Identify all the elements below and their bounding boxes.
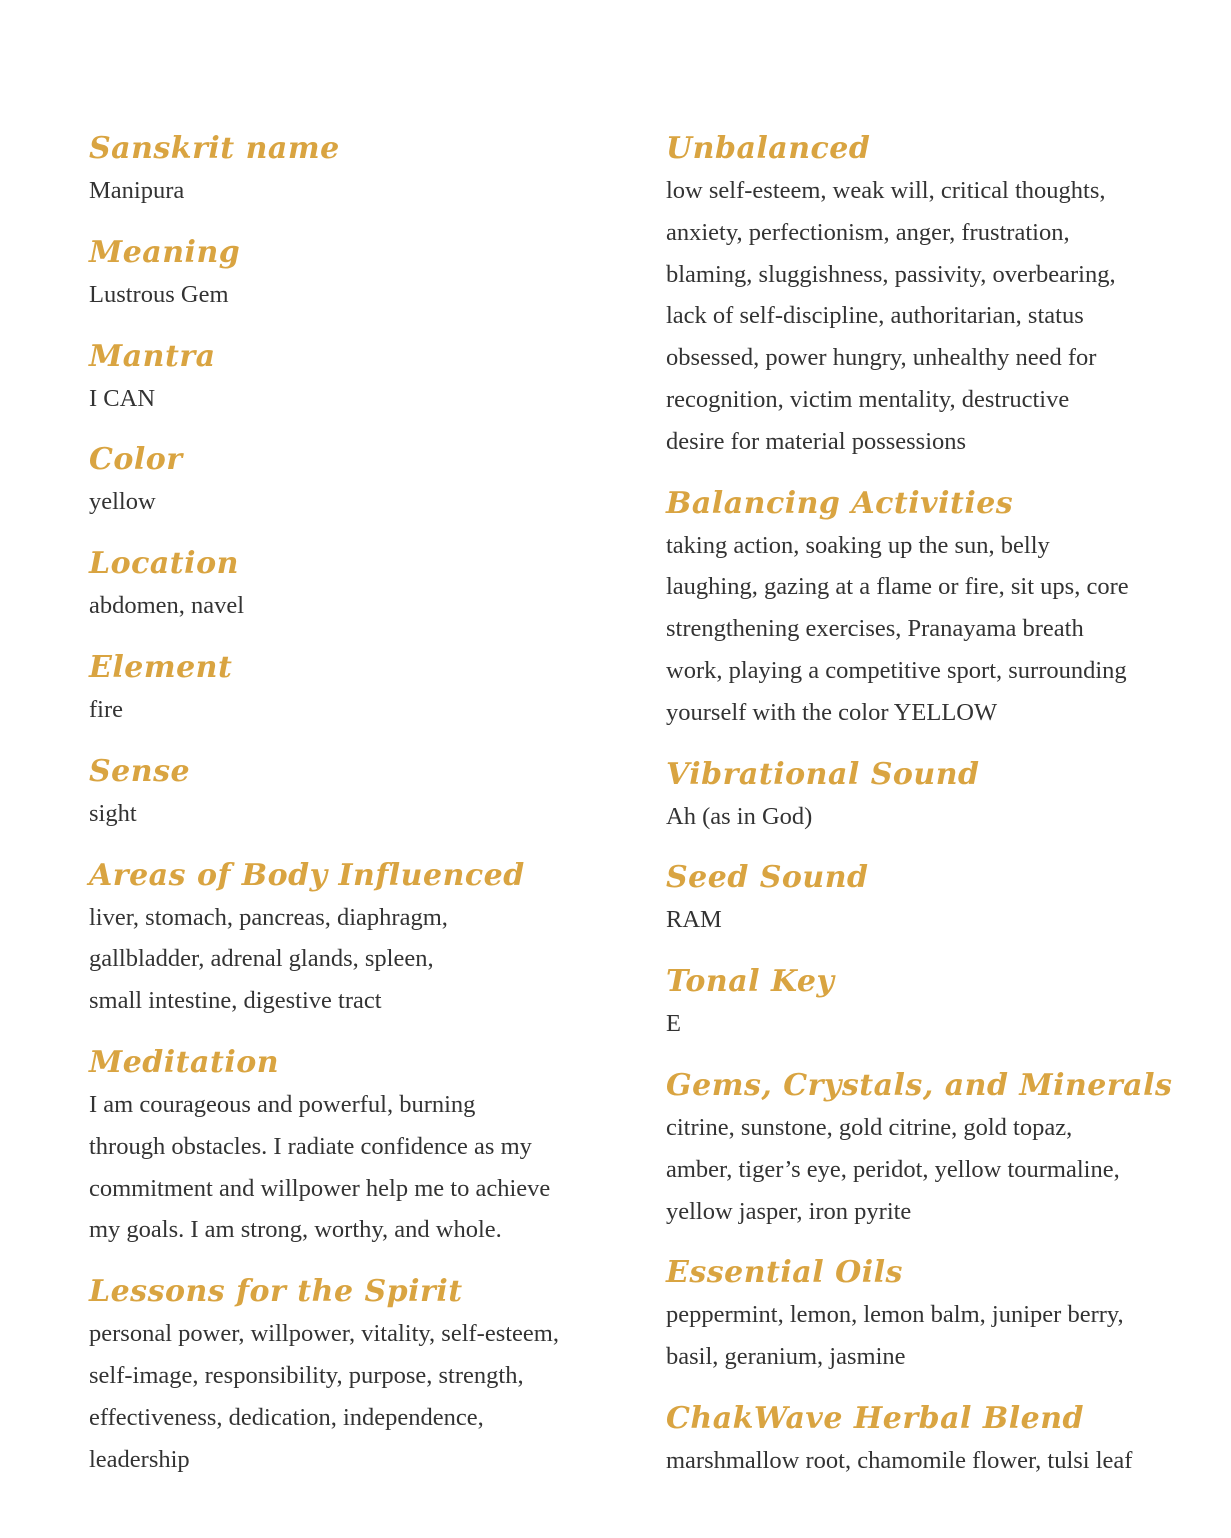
section-text-line: low self-esteem, weak will, critical thoughts,	[666, 177, 1106, 204]
section-text-line: strengthening exercises, Pranayama breath	[666, 615, 1084, 643]
section-sense	[89, 751, 634, 835]
section-mantra	[89, 336, 634, 420]
section-element	[89, 647, 634, 731]
section-text-line: anxiety, perfectionism, anger, frustration,	[666, 218, 1070, 246]
section-heading: Meaning	[89, 234, 241, 270]
section-heading: Location	[89, 546, 239, 582]
section-areas-of-body	[89, 855, 634, 1022]
section-color	[89, 439, 634, 523]
section-text-line: work, playing a competitive sport, surrounding	[666, 656, 1127, 684]
section-text-line: laughing, gazing at a flame or fire, sit ups, core	[666, 573, 1129, 601]
section-heading: ChakWave Herbal Blend	[666, 1400, 1085, 1436]
section-text-line: desire for material possessions	[666, 427, 967, 455]
section-vibrational-sound	[666, 754, 1216, 838]
section-heading: Unbalanced	[666, 131, 871, 166]
section-balancing-activities	[666, 483, 1216, 734]
section-heading: Vibrational Sound	[666, 756, 980, 792]
section-text-line: fire	[89, 695, 123, 723]
section-text-line: taking action, soaking up the sun, belly	[666, 531, 1050, 559]
section-heading: Lessons for the Spirit	[89, 1274, 463, 1310]
section-meditation	[89, 1042, 634, 1251]
section-text-line: small intestine, digestive tract	[89, 987, 382, 1015]
section-herbal-blend	[666, 1398, 1216, 1482]
section-text-line: lack of self-discipline, authoritarian, status	[666, 302, 1084, 330]
section-tonal-key	[666, 961, 1216, 1045]
section-lessons-for-spirit	[89, 1271, 634, 1480]
section-text-line: gallbladder, adrenal glands, spleen,	[89, 945, 434, 973]
section-text-line: marshmallow root, chamomile flower, tulsi leaf	[666, 1446, 1133, 1474]
section-heading: Gems, Crystals, and Minerals	[666, 1067, 1173, 1103]
section-heading: Meditation	[89, 1044, 280, 1080]
right-column	[666, 128, 1216, 1482]
section-text-line: self-image, responsibility, purpose, strength,	[89, 1361, 524, 1389]
section-heading: Tonal Key	[666, 964, 835, 1000]
section-heading: Mantra	[89, 338, 216, 374]
section-text-line: basil, geranium, jasmine	[666, 1343, 906, 1371]
left-column	[89, 128, 634, 1480]
section-meaning	[89, 232, 634, 316]
section-heading: Sanskrit name	[89, 131, 340, 166]
section-gems-crystals-minerals	[666, 1065, 1216, 1232]
section-text-line: Ah (as in God)	[666, 802, 813, 830]
section-text-line: peppermint, lemon, lemon balm, juniper berry,	[666, 1301, 1124, 1329]
section-text-line: yellow	[89, 488, 156, 516]
section-text-line: sight	[89, 799, 137, 827]
section-heading: Seed Sound	[666, 860, 869, 896]
section-text-line: leadership	[89, 1445, 190, 1473]
section-location	[89, 543, 634, 627]
section-text-line: yourself with the color YELLOW	[666, 698, 998, 726]
section-text-line: through obstacles. I radiate confidence as my	[89, 1132, 532, 1160]
section-text-line: obsessed, power hungry, unhealthy need for	[666, 344, 1097, 372]
section-text-line: effectiveness, dedication, independence,	[89, 1403, 484, 1431]
section-heading: Areas of Body Influenced	[89, 857, 525, 893]
section-heading: Element	[89, 649, 233, 685]
section-text-line: blaming, sluggishness, passivity, overbearing,	[666, 260, 1116, 288]
section-text-line: recognition, victim mentality, destructive	[666, 385, 1070, 413]
section-text-line: citrine, sunstone, gold citrine, gold topaz,	[666, 1113, 1073, 1141]
section-heading: Balancing Activities	[666, 485, 1014, 521]
section-text-line: liver, stomach, pancreas, diaphragm,	[89, 903, 448, 931]
section-heading: Color	[89, 442, 183, 478]
section-unbalanced	[666, 128, 1216, 463]
section-text-line: I CAN	[89, 384, 156, 412]
section-essential-oils	[666, 1252, 1216, 1378]
section-heading: Essential Oils	[666, 1255, 903, 1291]
section-text-line: E	[666, 1010, 681, 1038]
section-heading: Sense	[89, 753, 191, 789]
section-text-line: abdomen, navel	[89, 592, 245, 620]
section-text-line: commitment and willpower help me to achieve	[89, 1174, 551, 1202]
section-text-line: personal power, willpower, vitality, self-esteem,	[89, 1320, 559, 1348]
section-text-line: yellow jasper, iron pyrite	[666, 1197, 912, 1225]
section-text-line: Lustrous Gem	[89, 280, 229, 308]
section-text-line: I am courageous and powerful, burning	[89, 1090, 476, 1118]
section-text-line: Manipura	[89, 177, 185, 204]
section-text-line: my goals. I am strong, worthy, and whole.	[89, 1216, 502, 1244]
section-sanskrit-name	[89, 128, 634, 212]
section-seed-sound	[666, 857, 1216, 941]
section-text-line: RAM	[666, 906, 722, 934]
section-text-line: amber, tiger’s eye, peridot, yellow tourmaline,	[666, 1155, 1120, 1183]
